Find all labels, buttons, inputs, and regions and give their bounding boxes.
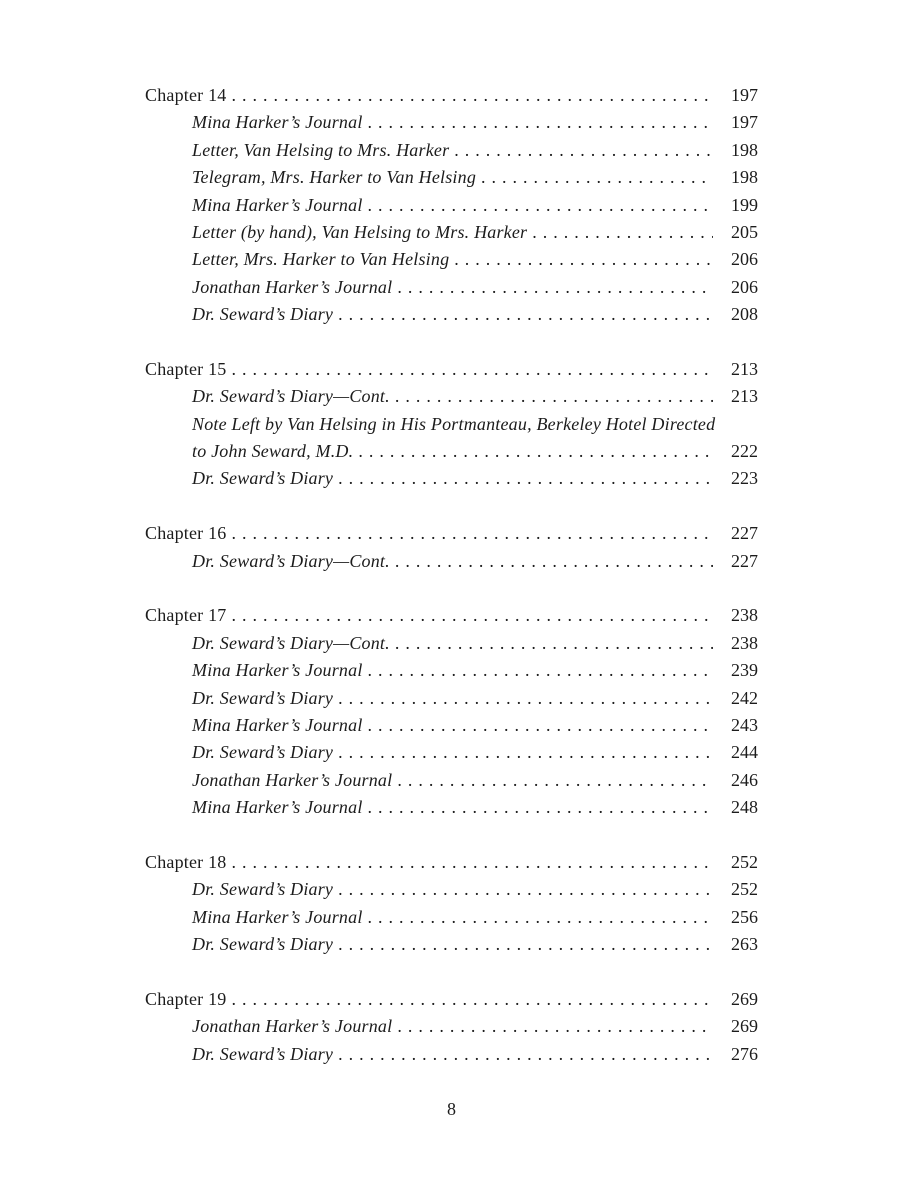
entry-label: Mina Harker’s Journal (192, 906, 363, 927)
entry-page-number: 252 (731, 879, 758, 900)
entry-label: Dr. Seward’s Diary (192, 468, 334, 489)
entry-label: Chapter 14 (145, 85, 227, 105)
dot-leader (392, 274, 713, 301)
entry-page-number: 276 (731, 1043, 758, 1064)
sub-entry (145, 685, 758, 712)
dot-leader (449, 246, 713, 273)
entry-page-number: 198 (731, 139, 758, 160)
dot-leader (333, 1041, 713, 1068)
entry-label: Telegram, Mrs. Harker to Van Helsing (192, 167, 477, 188)
entry-label: Dr. Seward’s Diary (192, 742, 334, 763)
dot-leader (333, 301, 713, 328)
dot-leader (226, 602, 713, 629)
toc-section (145, 82, 758, 329)
sub-entry (145, 192, 758, 219)
dot-leader (363, 657, 713, 684)
entry-label: Dr. Seward’s Diary (192, 687, 334, 708)
dot-leader (392, 1013, 713, 1040)
sub-entry (145, 301, 758, 328)
entry-page-number: 197 (731, 112, 758, 133)
entry-page-number: 269 (731, 1016, 758, 1037)
entry-page-number: 223 (731, 468, 758, 489)
chapter-entry (145, 849, 758, 876)
sub-entry (145, 739, 758, 766)
entry-page-number: 197 (731, 85, 758, 105)
entry-label: Jonathan Harker’s Journal (192, 769, 393, 790)
dot-leader (363, 712, 713, 739)
entry-label: Jonathan Harker’s Journal (192, 1016, 393, 1037)
sub-entry (145, 712, 758, 739)
entry-page-number: 208 (731, 304, 758, 325)
dot-leader (392, 767, 713, 794)
chapter-entry (145, 986, 758, 1013)
sub-entry (145, 438, 758, 465)
entry-label: Mina Harker’s Journal (192, 112, 363, 133)
dot-leader (333, 685, 713, 712)
dot-leader (226, 849, 713, 876)
entry-label: Jonathan Harker’s Journal (192, 276, 393, 297)
sub-entry (145, 876, 758, 903)
dot-leader (390, 630, 713, 657)
entry-label: to John Seward, M.D. (192, 441, 354, 462)
toc-section (145, 849, 758, 959)
entry-label: Dr. Seward’s Diary (192, 304, 334, 325)
sub-entry (145, 548, 758, 575)
sub-entry (145, 274, 758, 301)
dot-leader (449, 137, 713, 164)
dot-leader (527, 219, 713, 246)
entry-page-number: 244 (731, 742, 758, 763)
toc (145, 82, 758, 1068)
dot-leader (363, 109, 713, 136)
entry-page-number: 246 (731, 769, 758, 790)
entry-label: Letter, Mrs. Harker to Van Helsing (192, 249, 450, 270)
entry-page-number: 213 (731, 386, 758, 407)
sub-entry (145, 109, 758, 136)
sub-entry (145, 794, 758, 821)
entry-label: Dr. Seward’s Diary—Cont. (192, 632, 390, 653)
dot-leader (333, 739, 713, 766)
entry-label: Mina Harker’s Journal (192, 797, 363, 818)
dot-leader (390, 548, 713, 575)
dot-leader (333, 931, 713, 958)
sub-entry (145, 904, 758, 931)
entry-label: Letter (by hand), Van Helsing to Mrs. Harker (192, 221, 528, 242)
entry-label: Dr. Seward’s Diary—Cont. (192, 550, 390, 571)
dot-leader (363, 192, 713, 219)
sub-entry (145, 164, 758, 191)
entry-label: Chapter 18 (145, 851, 227, 872)
toc-section (145, 986, 758, 1068)
toc-section (145, 520, 758, 575)
dot-leader (226, 986, 713, 1013)
entry-page-number: 243 (731, 714, 758, 735)
entry-label: Mina Harker’s Journal (192, 714, 363, 735)
entry-page-number: 256 (731, 906, 758, 927)
entry-label: Chapter 16 (145, 523, 227, 544)
sub-entry (145, 246, 758, 273)
sub-entry (145, 767, 758, 794)
entry-page-number: 227 (731, 523, 758, 544)
entry-page-number: 252 (731, 851, 758, 872)
toc-section (145, 356, 758, 493)
entry-label: Mina Harker’s Journal (192, 194, 363, 215)
entry-label: Letter, Van Helsing to Mrs. Harker (192, 139, 450, 160)
dot-leader (226, 356, 713, 383)
entry-page-number: 269 (731, 988, 758, 1009)
dot-leader (476, 164, 713, 191)
dot-leader (333, 465, 713, 492)
sub-entry (145, 1013, 758, 1040)
sub-entry (145, 1041, 758, 1068)
entry-page-number: 263 (731, 934, 758, 955)
sub-entry (145, 657, 758, 684)
sub-entry (145, 465, 758, 492)
sub-entry-wrap-line (145, 411, 758, 438)
entry-label: Dr. Seward’s Diary (192, 879, 334, 900)
chapter-entry (145, 520, 758, 547)
sub-entry (145, 931, 758, 958)
dot-leader (363, 794, 713, 821)
sub-entry (145, 630, 758, 657)
sub-entry (145, 383, 758, 410)
entry-label: Dr. Seward’s Diary (192, 934, 334, 955)
footer-page-number: 8 (447, 1099, 456, 1120)
dot-leader (333, 876, 713, 903)
chapter-entry (145, 602, 758, 629)
entry-page-number: 198 (731, 167, 758, 188)
entry-label: Chapter 17 (145, 605, 227, 626)
chapter-entry (145, 356, 758, 383)
entry-page-number: 206 (731, 249, 758, 270)
entry-page-number: 205 (731, 221, 758, 242)
entry-label: Chapter 19 (145, 988, 227, 1009)
entry-page-number: 206 (731, 276, 758, 297)
entry-page-number: 227 (731, 550, 758, 571)
entry-page-number: 238 (731, 632, 758, 653)
dot-leader (390, 383, 713, 410)
toc-section (145, 602, 758, 821)
dot-leader (353, 438, 713, 465)
entry-page-number: 248 (731, 797, 758, 818)
entry-label: Chapter 15 (145, 358, 227, 379)
entry-label: Mina Harker’s Journal (192, 660, 363, 681)
entry-page-number: 242 (731, 687, 758, 708)
sub-entry (145, 219, 758, 246)
entry-page-number: 222 (731, 441, 758, 462)
entry-label: Note Left by Van Helsing in His Portmanteau, Berkeley Hotel Directed (192, 413, 716, 434)
entry-label: Dr. Seward’s Diary—Cont. (192, 386, 390, 407)
dot-leader (226, 82, 713, 109)
dot-leader (363, 904, 713, 931)
entry-page-number: 238 (731, 605, 758, 626)
entry-label: Dr. Seward’s Diary (192, 1043, 334, 1064)
entry-page-number: 213 (731, 358, 758, 379)
entry-page-number: 239 (731, 660, 758, 681)
entry-page-number: 199 (731, 194, 758, 215)
sub-entry (145, 137, 758, 164)
dot-leader (226, 520, 713, 547)
chapter-entry (145, 82, 758, 109)
